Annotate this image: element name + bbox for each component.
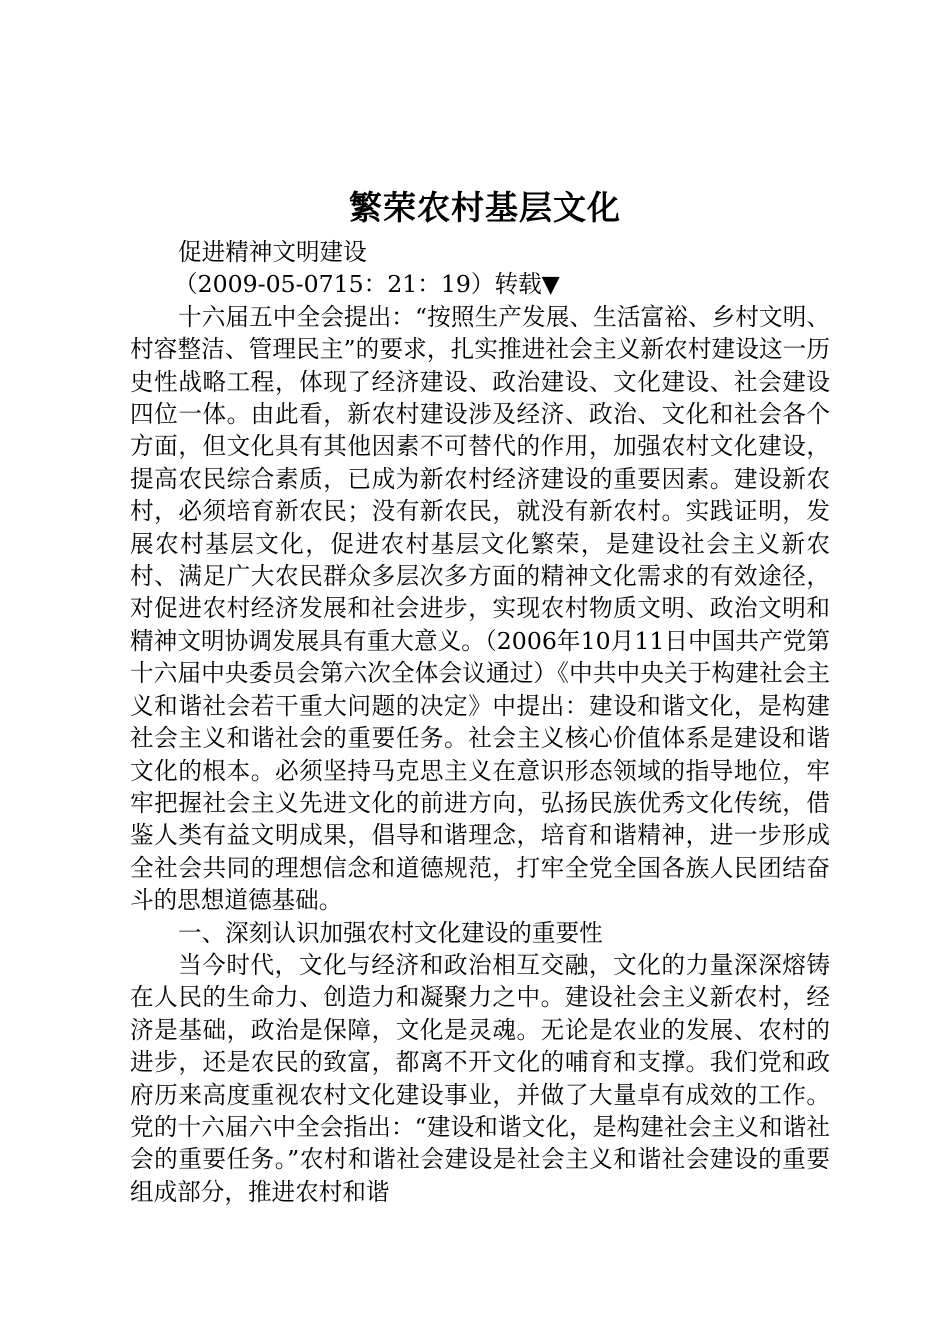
paragraph-section-1: 当今时代，文化与经济和政治相互交融，文化的力量深深熔铸在人民的生命力、创造力和凝聚力之中。建设社会主义新农村，经济是基础，政治是保障，文化是灵魂。无论是农业的发展、农村的进步，还是农民的致富，都离不开文化的哺育和支撑。我们党和政府历来高度重视农村文化建设事业，并做了大量卓有成效的工作。党的十六届六中全会指出：“建设和谐文化，是构建社会主义和谐社会的重要任务。”农村和谐社会建设是社会主义和谐社会建设的重要组成部分，推进农村和谐 xyxy=(130,950,830,1206)
paragraph-intro: 十六届五中全会提出：“按照生产发展、生活富裕、乡村文明、村容整洁、管理民主”的要求，扎实推进社会主义新农村建设这一历史性战略工程，体现了经济建设、政治建设、文化建设、社会建设四位一体。由此看，新农村建设涉及经济、政治、文化和社会各个方面，但文化具有其他因素不可替代的作用，加强农村文化建设，提高农民综合素质，已成为新农村经济建设的重要因素。建设新农村，必须培育新农民；没有新农民，就没有新农村。实践证明，发展农村基层文化，促进农村基层文化繁荣，是建设社会主义新农村、满足广大农民群众多层次多方面的精神文化需求的有效途径，对促进农村经济发展和社会进步，实现农村物质文明、政治文明和精神文明协调发展具有重大意义。（2006年10月11日中国共产党第十六届中央委员会第六次全体会议通过）《中共中央关于构建社会主义和谐社会若干重大问题的决定》中提出：建设和谐文化，是构建社会主义和谐社会的重要任务。社会主义核心价值体系是建设和谐文化的根本。必须坚持马克思主义在意识形态领域的指导地位，牢牢把握社会主义先进文化的前进方向，弘扬民族优秀文化传统，借鉴人类有益文明成果，倡导和谐理念，培育和谐精神，进一步形成全社会共同的理想信念和道德规范，打牢全党全国各族人民团结奋斗的思想道德基础。 xyxy=(130,302,830,915)
document-page xyxy=(130,180,830,1208)
post-meta: （2009-05-0715：21：19）转载▼ xyxy=(174,270,560,299)
document-subtitle: 促进精神文明建设 xyxy=(178,238,367,266)
section-heading-1: 一、深刻认识加强农村文化建设的重要性 xyxy=(178,918,603,947)
document-title: 繁荣农村基层文化 xyxy=(349,188,621,227)
